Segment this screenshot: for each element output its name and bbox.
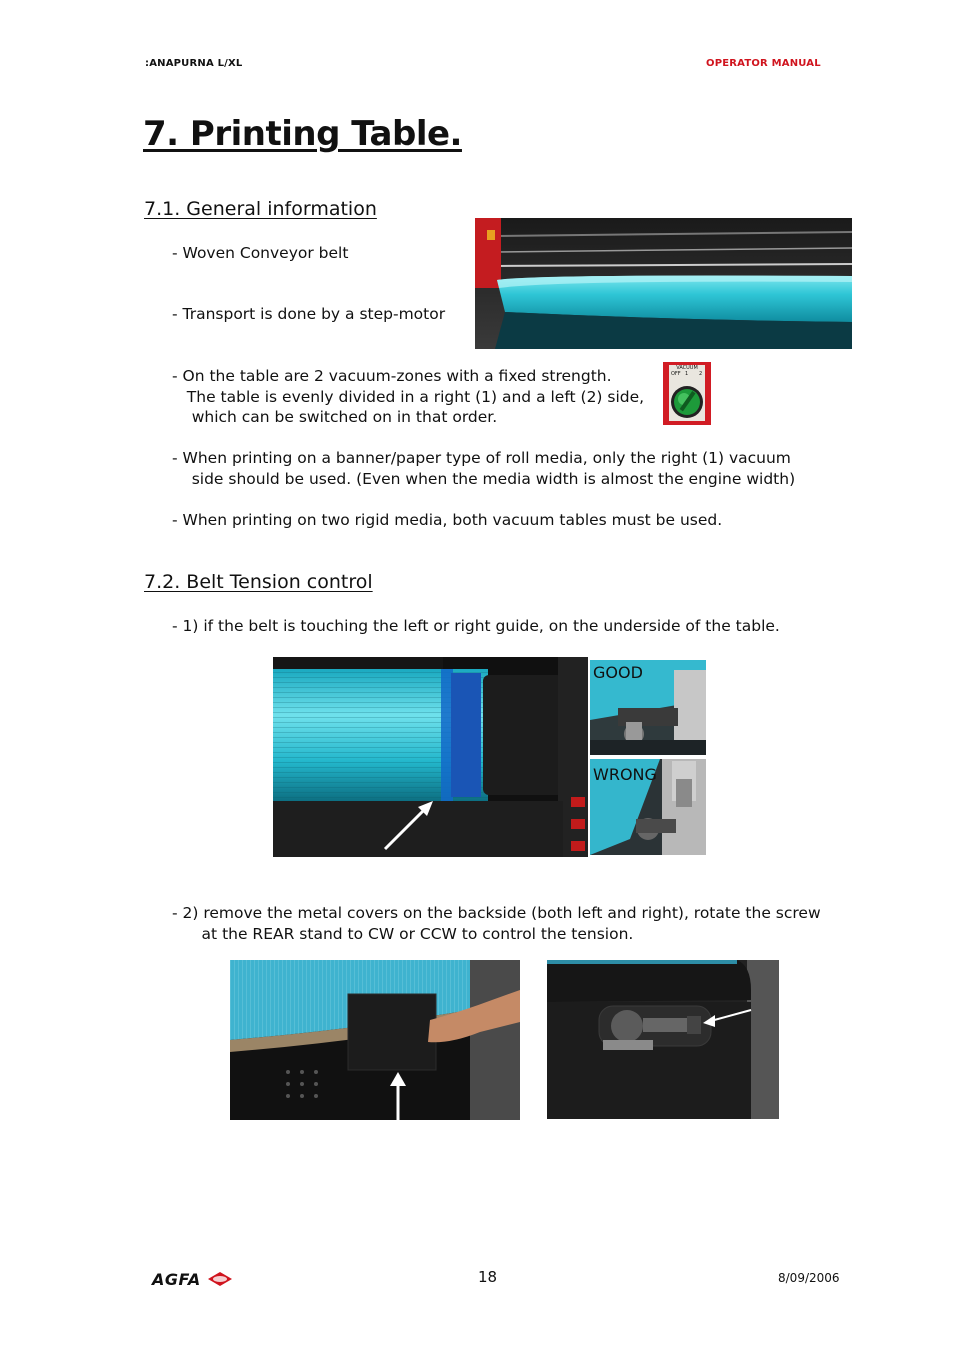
header-manual: OPERATOR MANUAL bbox=[706, 58, 821, 69]
switch-two-label: 2 bbox=[699, 371, 703, 377]
bullet-step-motor: - Transport is done by a step-motor bbox=[172, 305, 446, 323]
wrong-label: WRONG bbox=[593, 765, 657, 784]
section-heading-belt-tension: 7.2. Belt Tension control bbox=[144, 571, 373, 593]
switch-one-label: 1 bbox=[685, 371, 689, 377]
agfa-logo bbox=[152, 1270, 233, 1289]
conveyor-belt-photo bbox=[475, 218, 852, 349]
switch-label: VACUUM bbox=[676, 365, 698, 371]
belt-roller-photo bbox=[273, 657, 588, 857]
good-label: GOOD bbox=[593, 663, 643, 682]
header-product: :ANAPURNA L/XL bbox=[145, 58, 243, 69]
page-title: 7. Printing Table. bbox=[143, 114, 462, 154]
bullet-belt-guide: - 1) if the belt is touching the left or right guide, on the underside of the table. bbox=[172, 617, 780, 635]
section-heading-general: 7.1. General information bbox=[144, 198, 377, 220]
logo-text: AGFA bbox=[152, 1270, 201, 1289]
bullet-banner-media: - When printing on a banner/paper type of roll media, only the right (1) vacuum side should be used. (Even when the media width is almost the engine width) bbox=[172, 449, 796, 488]
bullet-rear-screw: - 2) remove the metal covers on the backside (both left and right), rotate the screw at the REAR stand to CW or CCW to control the tension. bbox=[172, 904, 821, 943]
vacuum-switch-photo bbox=[663, 362, 711, 425]
metal-cover-photo bbox=[230, 960, 520, 1120]
knob-icon bbox=[669, 380, 705, 420]
agfa-rhombus-icon bbox=[207, 1271, 233, 1287]
tension-screw-photo bbox=[547, 960, 779, 1119]
bullet-conveyor: - Woven Conveyor belt bbox=[172, 244, 349, 262]
bullet-rigid-media: - When printing on two rigid media, both vacuum tables must be used. bbox=[172, 511, 723, 529]
switch-off-label: OFF bbox=[671, 371, 681, 377]
bullet-vacuum-zones: - On the table are 2 vacuum-zones with a fixed strength. The table is evenly divided in a right (1) and a left (2) side, which can be switched on in that order. bbox=[172, 367, 645, 426]
guide-wrong-photo bbox=[590, 759, 706, 855]
page-number: 18 bbox=[478, 1268, 498, 1286]
document-date: 8/09/2006 bbox=[778, 1271, 840, 1285]
guide-good-photo bbox=[590, 660, 706, 755]
